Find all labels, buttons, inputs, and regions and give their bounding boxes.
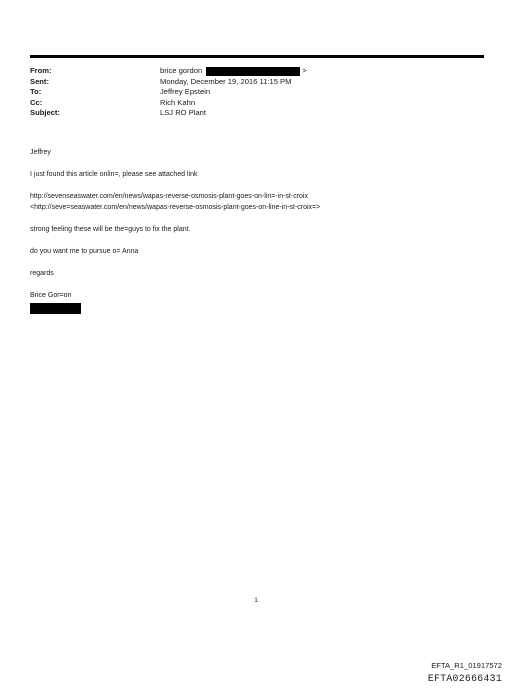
from-label: From: xyxy=(30,66,52,75)
subject-row xyxy=(30,108,490,119)
bates-ref-secondary: EFTA02666431 xyxy=(427,673,502,684)
sent-value: Monday, December 19, 2016 11:15 PM xyxy=(160,76,292,86)
sent-label: Sent: xyxy=(30,76,49,86)
to-value: Jeffrey Epstein xyxy=(160,87,211,97)
to-row xyxy=(30,87,490,98)
from-value xyxy=(160,66,307,77)
signature-name: Brice Gor=on xyxy=(30,291,72,299)
redacted-email xyxy=(206,67,300,76)
email-body xyxy=(30,148,490,314)
subject-label: Subject: xyxy=(30,108,60,118)
cc-value: Rich Kahn xyxy=(160,97,196,107)
body-line-3: do you want me to pursue o= Anna xyxy=(30,247,139,255)
sent-row xyxy=(30,77,490,88)
from-row xyxy=(30,66,490,77)
cc-row xyxy=(30,98,490,109)
article-link-alt[interactable]: <http://seve=seaswater.com/en/news/wapas-reverse-osmosis-plant-goes-on-line-in-st-croix=> xyxy=(30,203,321,211)
cc-label: Cc: xyxy=(30,97,43,107)
redacted-signature xyxy=(30,303,81,314)
closing: regards xyxy=(30,269,54,277)
bates-ref-primary: EFTA_R1_01917572 xyxy=(431,661,502,670)
to-label: To: xyxy=(30,87,42,97)
article-link[interactable]: http://sevenseaswater.com/en/news/wapas-reverse-osmosis-plant-goes-on-lin=-in-st-croix xyxy=(30,193,308,200)
subject-value: LSJ RO Plant xyxy=(160,108,207,118)
body-line-1: I just found this article onlin=, please see attached link xyxy=(30,171,198,178)
from-name: brice gordon xyxy=(160,66,203,75)
page-number: 1 xyxy=(254,597,258,604)
email-header xyxy=(30,66,490,119)
body-line-2: strong feeling these will be the=guys to fix the plant. xyxy=(30,225,191,233)
greeting: Jeffrey xyxy=(30,149,51,156)
from-suffix: > xyxy=(302,66,307,75)
header-rule xyxy=(30,55,484,58)
